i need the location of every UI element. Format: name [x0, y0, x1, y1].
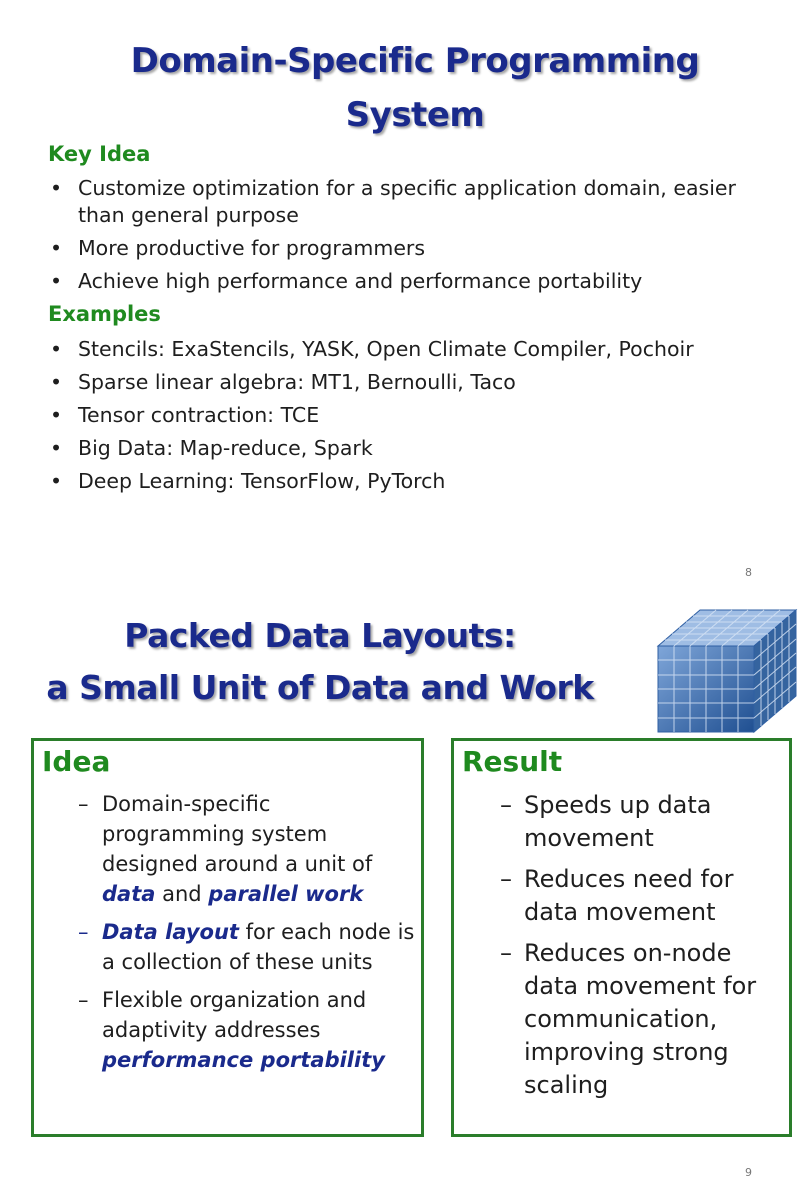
key-idea-heading: Key Idea: [48, 142, 151, 166]
list-item: • Deep Learning: TensorFlow, PyTorch: [50, 469, 446, 493]
list-item: • More productive for programmers: [50, 236, 426, 260]
slide2-title: [20, 610, 620, 714]
page-number: 8: [745, 566, 752, 579]
list-item: • Big Data: Map-reduce, Spark: [50, 436, 373, 460]
list-item: – Domain-specific programming system designed around a unit of data and parallel work: [78, 792, 373, 906]
list-item: • Tensor contraction: TCE: [50, 403, 320, 427]
examples-heading: Examples: [48, 302, 161, 326]
idea-heading: Idea: [42, 745, 111, 778]
idea-box: [31, 738, 424, 1137]
list-item: • Customize optimization for a specific application domain, easier than general purpose: [50, 176, 736, 227]
list-item: • Sparse linear algebra: MT1, Bernoulli, Taco: [50, 370, 516, 394]
blue-cube-grid-icon: [650, 606, 800, 736]
list-item: – Speeds up data movement: [500, 791, 712, 852]
idea-list: [78, 789, 418, 1083]
slide2-title-line2: a Small Unit of Data and Work: [46, 668, 594, 707]
result-heading: Result: [462, 745, 563, 778]
slide2-title-line1: Packed Data Layouts:: [124, 616, 516, 655]
slide-domain-specific: [0, 0, 800, 590]
list-item: – Reduces on-node data movement for communication, improving strong scaling: [500, 939, 757, 1099]
list-item: – Flexible organization and adaptivity addresses performance portability: [78, 988, 385, 1072]
page-number: 9: [745, 1166, 752, 1179]
result-list: [500, 789, 790, 1110]
result-box: [451, 738, 792, 1137]
list-item: – Data layout for each node is a collection of these units: [78, 920, 415, 974]
slide-packed-data-layouts: [0, 598, 800, 1198]
list-item: – Reduces need for data movement: [500, 865, 734, 926]
list-item: • Stencils: ExaStencils, YASK, Open Climate Compiler, Pochoir: [50, 337, 694, 361]
examples-list: [48, 336, 768, 501]
slide1-title: Domain-Specific Programming System: [130, 41, 700, 135]
key-idea-list: [48, 175, 768, 301]
list-item: • Achieve high performance and performance portability: [50, 269, 643, 293]
